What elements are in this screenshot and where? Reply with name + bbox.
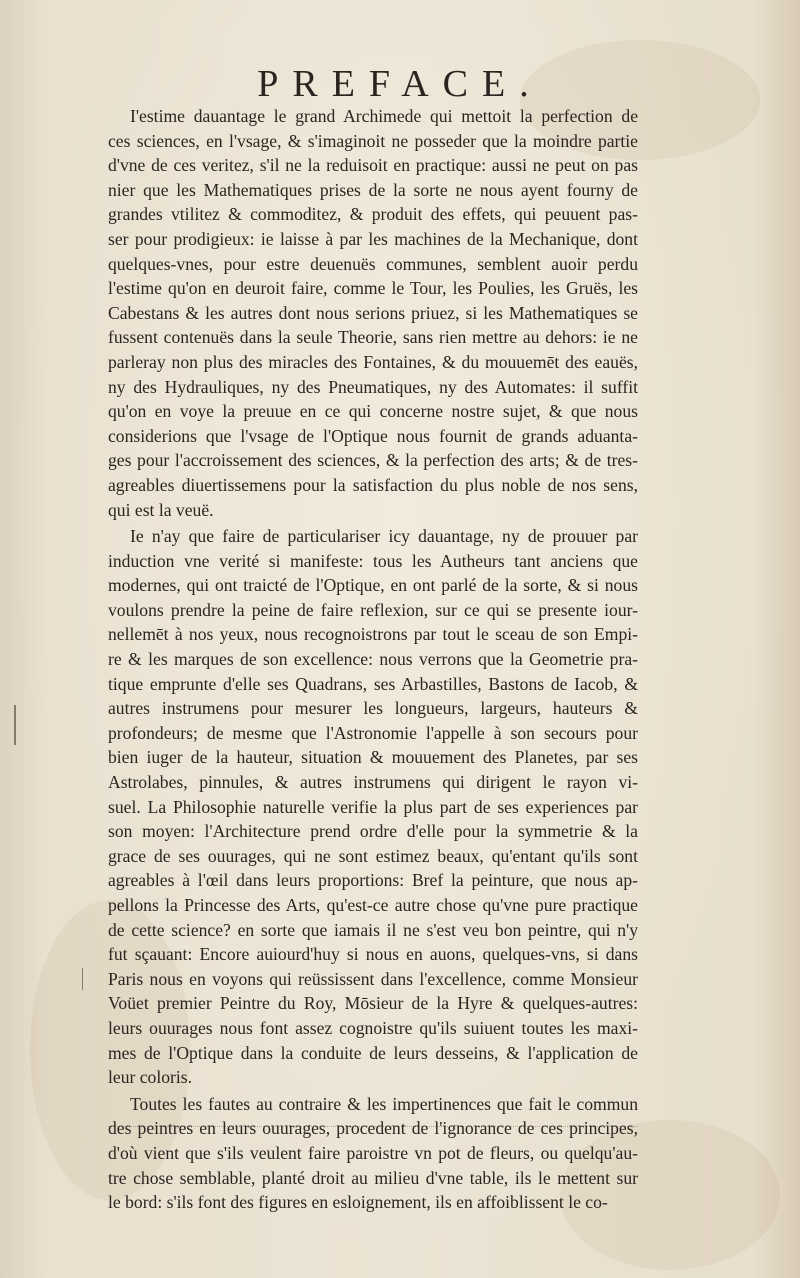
text-line: bien iuger de la hauteur, situation & mouuement des Planetes, par ses	[108, 747, 638, 768]
text-line: Ie n'ay que faire de particulariser icy dauantage, ny de prouuer par	[130, 526, 638, 547]
text-line: ges pour l'accroissement des sciences, & la perfection des arts; & de tres-	[108, 450, 638, 471]
text-line: d'où vient que s'ils veulent faire paroistre vn pot de fleurs, ou quelqu'au-	[108, 1142, 638, 1163]
text-line: fussent contenuës dans la seule Theorie, sans rien mettre au dehors: ie ne	[108, 327, 638, 348]
text-line: qui est la veuë.	[108, 499, 214, 520]
text-line: son moyen: l'Architecture prend ordre d'elle pour la symmetrie & la	[108, 821, 638, 842]
paragraph	[108, 104, 638, 522]
text-line: autres instrumens pour mesurer les longueurs, largeurs, hauteurs &	[108, 698, 638, 719]
text-line: Cabestans & les autres dont nous serions priuez, si les Mathematiques se	[108, 302, 638, 323]
text-line: induction vne verité si manifeste: tous les Autheurs tant anciens que	[108, 550, 638, 571]
text-line: de cette science? en sorte que iamais il ne s'est veu bon peintre, qui n'y	[108, 919, 638, 940]
text-line: re & les marques de son excellence: nous verrons que la Geometrie pra-	[108, 649, 638, 670]
text-line: Voüet premier Peintre du Roy, Mōsieur de la Hyre & quelques-autres:	[108, 993, 638, 1014]
text-line: le bord: s'ils font des figures en esloignement, ils en affoiblissent le co-	[108, 1192, 608, 1213]
margin-mark	[14, 705, 16, 745]
margin-mark	[82, 968, 83, 990]
text-line: ser pour prodigieux: ie laisse à par les machines de la Mechanique, dont	[108, 228, 638, 249]
text-line: suel. La Philosophie naturelle verifie la plus part de ses experiences par	[108, 796, 638, 817]
text-line: fut sçauant: Encore auiourd'huy si nous en auons, quelques-vns, si dans	[108, 944, 638, 965]
text-line: ces sciences, en l'vsage, & s'imaginoit ne posseder que la moindre partie	[108, 130, 638, 151]
text-line: parleray non plus des miracles des Fontaines, & du mouuemēt des eauës,	[108, 351, 638, 372]
text-line: qu'on en voye la preuue en ce qui concerne nostre sujet, & que nous	[108, 401, 638, 422]
text-line: pellons la Princesse des Arts, qu'est-ce autre chose qu'vne pure practique	[108, 895, 638, 915]
text-line: mes de l'Optique dans la conduite de leurs desseins, & l'application de	[108, 1042, 638, 1063]
text-line: leurs ouurages nous font assez cognoistre qu'ils suiuent toutes les maxi-	[108, 1017, 638, 1038]
text-line: voulons prendre la peine de faire reflexion, sur ce qui se presente iour-	[108, 599, 638, 620]
bottom-rule	[108, 1118, 638, 1127]
text-line: Astrolabes, pinnules, & autres instrumens qui dirigent le rayon vi-	[108, 772, 638, 793]
text-line: profondeurs; de mesme que l'Astronomie l'appelle à son secours pour	[108, 722, 638, 743]
text-line: Toutes les fautes au contraire & les impertinences que fait le commun	[130, 1093, 638, 1114]
text-line: nellemēt à nos yeux, nous recognoistrons par tout le sceau de son Empi-	[108, 624, 638, 645]
text-line: agreables à l'œil dans leurs proportions: Bref la peinture, que nous ap-	[108, 870, 638, 891]
text-line: considerions que l'vsage de l'Optique nous fournit de grands aduanta-	[108, 425, 638, 446]
text-line: tre chose semblable, planté droit au milieu d'vne table, ils le mettent sur	[108, 1167, 638, 1188]
text-line: grandes vtilitez & commoditez, & produit des effets, qui peuuent pas-	[108, 204, 638, 225]
text-line: d'vne de ces veritez, s'il ne la reduisoit en practique: aussi ne peut on pas	[108, 155, 638, 176]
text-line: ny des Hydrauliques, ny des Pneumatiques, ny des Automates: il suffit	[108, 376, 638, 397]
text-line: quelques-vnes, pour estre deuenuës communes, semblent auoir perdu	[108, 253, 638, 274]
text-line: des peintres en leurs ouurages, procedent de l'ignorance de ces principes,	[108, 1118, 638, 1139]
text-line: tique emprunte d'elle ses Quadrans, ses Arbastilles, Bastons de Iacob, &	[108, 673, 638, 694]
text-line: modernes, qui ont traicté de l'Optique, en ont parlé de la sorte, & si nous	[108, 575, 638, 596]
text-line: agreables diuertissemens pour la satisfaction du plus noble de nos sens,	[108, 474, 638, 495]
paragraph	[108, 1092, 638, 1215]
text-line: l'estime qu'on en deuroit faire, comme le Tour, les Poulies, les Gruës, les	[108, 278, 638, 299]
text-line: grace de ses ouurages, qui ne sont estimez beaux, qu'entant qu'ils sont	[108, 845, 638, 866]
page-title: PREFACE.	[257, 63, 543, 105]
text-line: Paris nous en voyons qui reüssissent dans l'excellence, comme Monsieur	[108, 968, 638, 989]
text-line: I'estime dauantage le grand Archimede qui mettoit la perfection de	[130, 106, 638, 126]
paragraph	[108, 524, 638, 1090]
preface-body	[108, 104, 638, 1215]
text-line: leur coloris.	[108, 1067, 193, 1088]
text-line: nier que les Mathematiques prises de la sorte ne nous ayent fourny de	[108, 179, 638, 200]
